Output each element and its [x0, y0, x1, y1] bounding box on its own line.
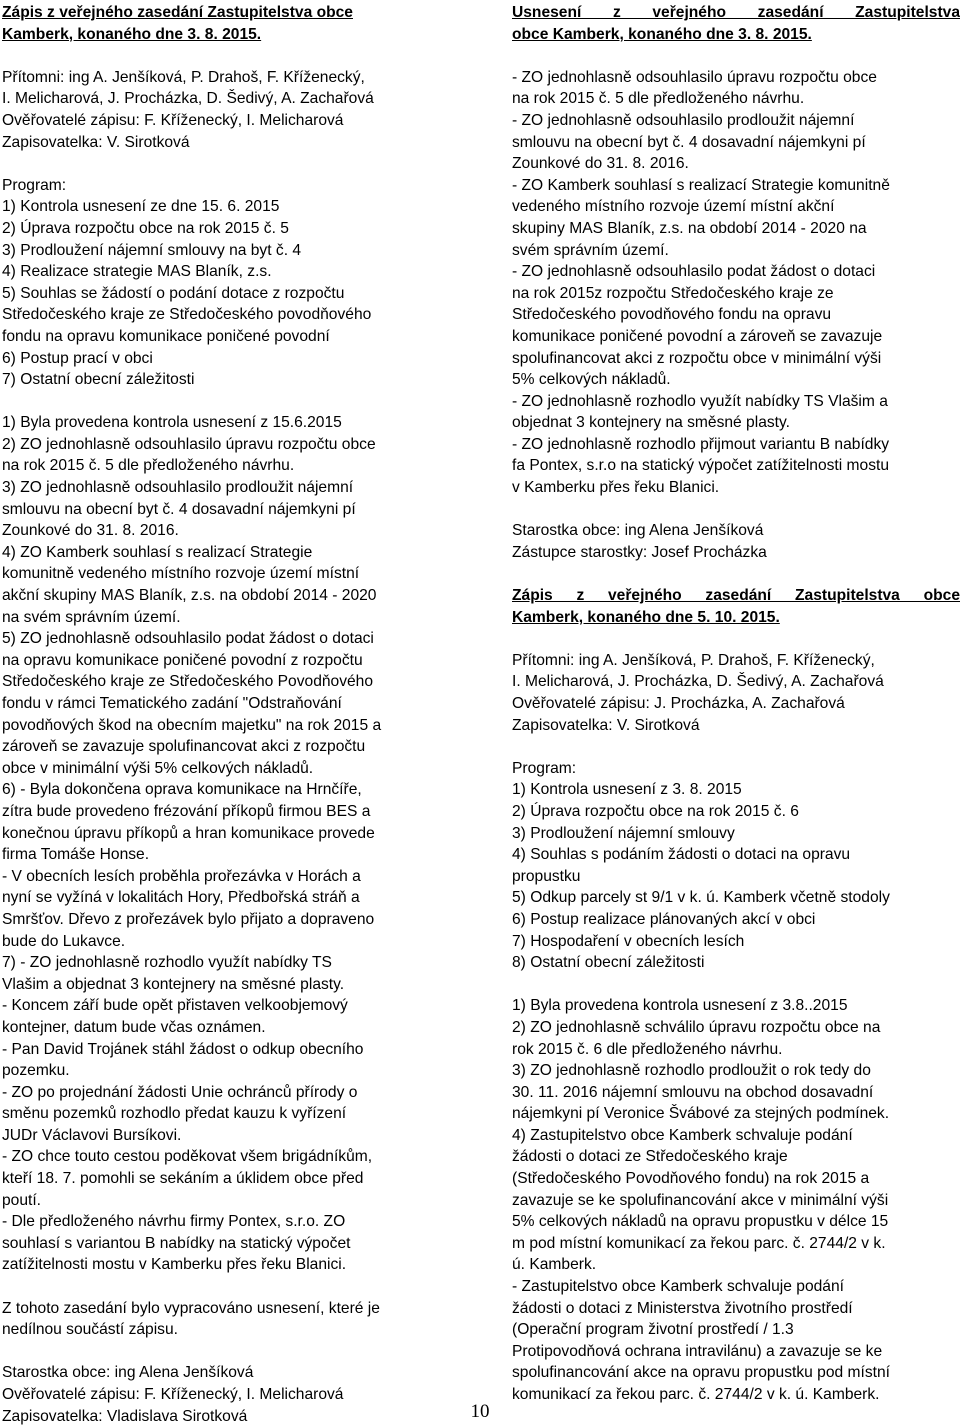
text-line: 4) Zastupitelstvo obce Kamberk schvaluje podání — [512, 1126, 853, 1144]
text-line: Program: — [512, 759, 577, 777]
text-line: I. Melicharová, J. Procházka, D. Šedivý, A. Zachařová — [2, 90, 374, 108]
text-line: Středočeského kraje ze Středočeského Povodňového — [2, 673, 374, 691]
text-line: ú. Kamberk. — [512, 1256, 597, 1274]
text-line: 5) Odkup parcely st 9/1 v k. ú. Kamberk včetně stodoly — [512, 889, 890, 907]
text-line: na svém správním území. — [2, 608, 181, 626]
text-line: - ZO po projednání žádosti Unie ochránců přírody o — [2, 1083, 358, 1101]
blank-line — [512, 563, 960, 585]
text-line: - V obecních lesích proběhla prořezávka v Horách a — [2, 867, 361, 885]
blank-line — [2, 391, 452, 413]
text-line: (Operační program životní prostředí / 1.3 — [512, 1321, 794, 1339]
text-line: rok 2015 č. 6 dle předloženého návrhu. — [512, 1040, 783, 1058]
text-line: obce v minimální výši 5% celkových nákladů. — [2, 759, 314, 777]
text-line: bude do Lukavce. — [2, 932, 126, 950]
text-line: akční skupiny MAS Blaník, z.s. na období 2014 - 2020 — [2, 587, 377, 605]
text-line: - ZO jednohlasně odsouhlasilo prodloužit nájemní — [512, 111, 855, 129]
text-line: nyní se vyžíná v lokalitách Hory, Předbořská stráň a — [2, 889, 360, 907]
text-line: pozemku. — [2, 1062, 70, 1080]
text-line: (Středočeského Povodňového fondu) na rok 2015 a — [512, 1170, 870, 1188]
text-line: skupiny MAS Blaník, z.s. na období 2014 - 2020 na — [512, 219, 867, 237]
text-line: fondu na opravu komunikace poničené povodní — [2, 327, 330, 345]
text-line: 4) Realizace strategie MAS Blaník, z.s. — [2, 263, 272, 281]
text-line: Zounkové do 31. 8. 2016. — [512, 155, 689, 173]
blank-line — [512, 628, 960, 650]
blank-line — [512, 45, 960, 67]
text-line: 4) ZO Kamberk souhlasí s realizací Strategie — [2, 543, 313, 561]
text-line: Zounkové do 31. 8. 2016. — [2, 522, 179, 540]
text-line: 3) ZO jednohlasně odsouhlasilo prodloužit nájemní — [2, 479, 354, 497]
text-line: 5) ZO jednohlasně odsouhlasilo podat žádost o dotaci — [2, 630, 374, 648]
text-line: fondu v rámci Tematického zadání "Odstraňování — [2, 695, 342, 712]
text-line: Vlašim a objednat 3 kontejnery na směsné plasty. — [2, 975, 345, 993]
text-line: zítra bude provedeno frézování příkopů firmou BES a — [2, 802, 371, 820]
text-line: zároveň se zavazuje spolufinancovat akci z rozpočtu — [2, 738, 366, 756]
blank-line — [2, 45, 452, 67]
text-line: objednat 3 kontejnery na směsné plasty. — [512, 414, 790, 432]
text-line: svém správním území. — [512, 241, 669, 259]
text-line: kteří 18. 7. pomohli se sekáním a úklidem obce před — [2, 1170, 364, 1188]
text-line: fa Pontex, s.r.o na statický výpočet zatížitelnosti mostu — [512, 457, 890, 475]
text-line: 1) Kontrola usnesení z 3. 8. 2015 — [512, 781, 742, 799]
text-line: Z tohoto zasedání bylo vypracováno usnesení, které je — [2, 1299, 380, 1317]
text-line: Středočeského kraje ze Středočeského povodňového — [2, 306, 372, 324]
text-line: 1) Byla provedena kontrola usnesení z 3.8..2015 — [512, 997, 848, 1015]
text-line: 3) Prodloužení nájemní smlouvy — [512, 824, 735, 842]
text-line: 6) Postup realizace plánovaných akcí v obci — [512, 910, 816, 928]
blank-line — [2, 1276, 452, 1298]
text-line: - ZO jednohlasně rozhodlo přijmout variantu B nabídky — [512, 435, 890, 453]
section-title-line: obce Kamberk, konaného dne 3. 8. 2015. — [512, 25, 812, 43]
text-line: Zapisovatelka: V. Sirotková — [2, 133, 190, 151]
page-number: 10 — [470, 1401, 490, 1422]
text-line: kontejner, datum bude včas oznámen. — [2, 1018, 266, 1036]
text-line: povodňových škod na obecním majetku" na rok 2015 a — [2, 716, 382, 734]
text-line: 3) Prodloužení nájemní smlouvy na byt č. 4 — [2, 241, 302, 259]
text-line: 5% celkových nákladů. — [512, 371, 671, 389]
text-line: nedílnou součástí zápisu. — [2, 1321, 178, 1339]
text-line: Starostka obce: ing Alena Jenšíková — [2, 1364, 254, 1382]
text-line: I. Melicharová, J. Procházka, D. Šedivý, A. Zachařová — [512, 673, 884, 691]
text-line: 5) Souhlas se žádostí o podání dotace z rozpočtu — [2, 284, 345, 302]
text-line: 1) Kontrola usnesení ze dne 15. 6. 2015 — [2, 198, 280, 216]
section-title-line: Zápis z veřejného zasedání Zastupitelstva obce — [512, 587, 960, 605]
blank-line — [2, 1341, 452, 1363]
text-line: - Pan David Trojánek stáhl žádost o odkup obecního — [2, 1040, 364, 1058]
text-line: smlouvu na obecní byt č. 4 dosavadní nájemkyni pí — [2, 500, 356, 518]
text-line: nájemkyni pí Veronice Švábové za stejných podmínek. — [512, 1105, 890, 1123]
text-line: Ověřovatelé zápisu: J. Procházka, A. Zachařová — [512, 695, 845, 712]
blank-line — [512, 974, 960, 996]
text-line: 3) ZO jednohlasně rozhodlo prodloužit o rok tedy do — [512, 1062, 871, 1080]
text-line: - Zastupitelstvo obce Kamberk schvaluje podání — [512, 1278, 844, 1296]
text-line: na opravu komunikace poničené povodní z rozpočtu — [2, 651, 363, 669]
text-line: směnu pozemků rozhodlo předat kauzu k vyřízení — [2, 1105, 347, 1123]
text-line: spolufinancování akce na opravu propustku pod místní — [512, 1364, 890, 1382]
section-title-line: Kamberk, konaného dne 5. 10. 2015. — [512, 608, 780, 626]
text-line: komunikace poničené povodní a zároveň se zavazuje — [512, 327, 883, 345]
text-line: Ověřovatelé zápisu: F. Kříženecký, I. Melicharová — [2, 1386, 344, 1403]
text-line: komunitně vedeného místního rozvoje území místní — [2, 565, 360, 583]
text-line: smlouvu na obecní byt č. 4 dosavadní nájemkyni pí — [512, 133, 866, 151]
text-line: 7) Ostatní obecní záležitosti — [2, 371, 195, 389]
text-line: 6) Postup prací v obci — [2, 349, 153, 367]
text-line: konečnou úpravu příkopů a hran komunikace provede — [2, 824, 375, 842]
text-line: - ZO chce touto cestou poděkovat všem brigádníkům, — [2, 1148, 373, 1166]
text-line: - ZO Kamberk souhlasí s realizací Strategie komunitně — [512, 176, 890, 194]
section-title-line: Zápis z veřejného zasedání Zastupitelstva obce — [2, 4, 353, 21]
text-line: 4) Souhlas s podáním žádosti o dotaci na opravu — [512, 846, 851, 864]
text-line: Smršťov. Dřevo z prořezávek bylo přijato a dopraveno — [2, 910, 375, 928]
text-line: 5% celkových nákladů na opravu propustku v délce 15 — [512, 1213, 889, 1231]
text-line: žádosti o dotaci ze Středočeského kraje — [512, 1148, 788, 1166]
text-line: JUDr Václavovi Bursíkovi. — [2, 1126, 182, 1144]
text-line: spolufinancovat akci z rozpočtu obce v minimální výši — [512, 349, 882, 367]
text-line: Zapisovatelka: Vladislava Sirotková — [2, 1407, 248, 1425]
text-line: komunikací za řekou parc. č. 2744/2 v k. ú. Kamberk. — [512, 1386, 880, 1403]
text-line: 30. 11. 2016 nájemní smlouvu na obchod dosavadní — [512, 1083, 874, 1101]
text-line: souhlasí s variantou B nabídky na statický výpočet — [2, 1234, 351, 1252]
text-line: 7) - ZO jednohlasně rozhodlo využít nabídky TS — [2, 954, 332, 972]
text-line: 2) ZO jednohlasně odsouhlasilo úpravu rozpočtu obce — [2, 435, 376, 453]
right-column — [512, 2, 960, 1406]
text-line: 2) Úprava rozpočtu obce na rok 2015 č. 5 — [2, 219, 289, 237]
text-line: - Dle předloženého návrhu firmy Pontex, s.r.o. ZO — [2, 1213, 346, 1231]
section-title-line: Usnesení z veřejného zasedání Zastupitelstva — [512, 4, 960, 21]
text-line: v Kamberku přes řeku Blanici. — [512, 479, 720, 497]
text-line: Starostka obce: ing Alena Jenšíková — [512, 522, 764, 540]
text-line: 8) Ostatní obecní záležitosti — [512, 954, 705, 972]
text-line: 2) Úprava rozpočtu obce na rok 2015 č. 6 — [512, 802, 799, 820]
text-line: Ověřovatelé zápisu: F. Kříženecký, I. Melicharová — [2, 111, 344, 129]
text-line: žádosti o dotaci z Ministerstva životního prostředí — [512, 1299, 853, 1317]
text-line: - ZO jednohlasně odsouhlasilo podat žádost o dotaci — [512, 263, 876, 281]
text-line: Zapisovatelka: V. Sirotková — [512, 716, 700, 734]
text-line: na rok 2015z rozpočtu Středočeského kraje ze — [512, 284, 834, 302]
text-line: propustku — [512, 867, 581, 885]
text-line: Středočeského povodňového fondu na opravu — [512, 306, 832, 324]
text-line: - ZO jednohlasně rozhodlo využít nabídky TS Vlašim a — [512, 392, 888, 410]
text-line: Program: — [2, 176, 67, 194]
text-line: poutí. — [2, 1191, 42, 1209]
text-line: zatížitelnosti mostu v Kamberku přes řeku Blanici. — [2, 1256, 347, 1274]
text-line: Protipovodňová ochrana intravilánu) a zavazuje se ke — [512, 1342, 883, 1360]
text-line: - Koncem září bude opět přistaven velkoobjemový — [2, 997, 348, 1015]
text-line: - ZO jednohlasně odsouhlasilo úpravu rozpočtu obce — [512, 68, 877, 86]
text-line: 6) - Byla dokončena oprava komunikace na Hrnčíře, — [2, 781, 362, 799]
text-line: na rok 2015 č. 5 dle předloženého návrhu. — [512, 90, 805, 108]
text-line: zavazuje se ke spolufinancování akce v minimální výši — [512, 1191, 889, 1209]
text-line: firma Tomáše Honse. — [2, 846, 150, 864]
text-line: Přítomni: ing A. Jenšíková, P. Drahoš, F. Kříženecký, — [2, 68, 365, 86]
left-column — [2, 2, 452, 1427]
text-line: 2) ZO jednohlasně schválilo úpravu rozpočtu obce na — [512, 1018, 881, 1036]
blank-line — [512, 499, 960, 521]
text-line: m pod místní komunikací za řekou parc. č. 2744/2 v k. — [512, 1234, 886, 1252]
blank-line — [2, 153, 452, 175]
text-line: na rok 2015 č. 5 dle předloženého návrhu. — [2, 457, 295, 475]
text-line: 7) Hospodaření v obecních lesích — [512, 932, 745, 950]
text-line: vedeného místního rozvoje území místní akční — [512, 198, 835, 216]
text-line: Zástupce starostky: Josef Procházka — [512, 543, 767, 561]
blank-line — [512, 736, 960, 758]
text-line: Přítomni: ing A. Jenšíková, P. Drahoš, F. Kříženecký, — [512, 651, 875, 669]
section-title-line: Kamberk, konaného dne 3. 8. 2015. — [2, 25, 262, 43]
text-line: 1) Byla provedena kontrola usnesení z 15.6.2015 — [2, 414, 342, 432]
